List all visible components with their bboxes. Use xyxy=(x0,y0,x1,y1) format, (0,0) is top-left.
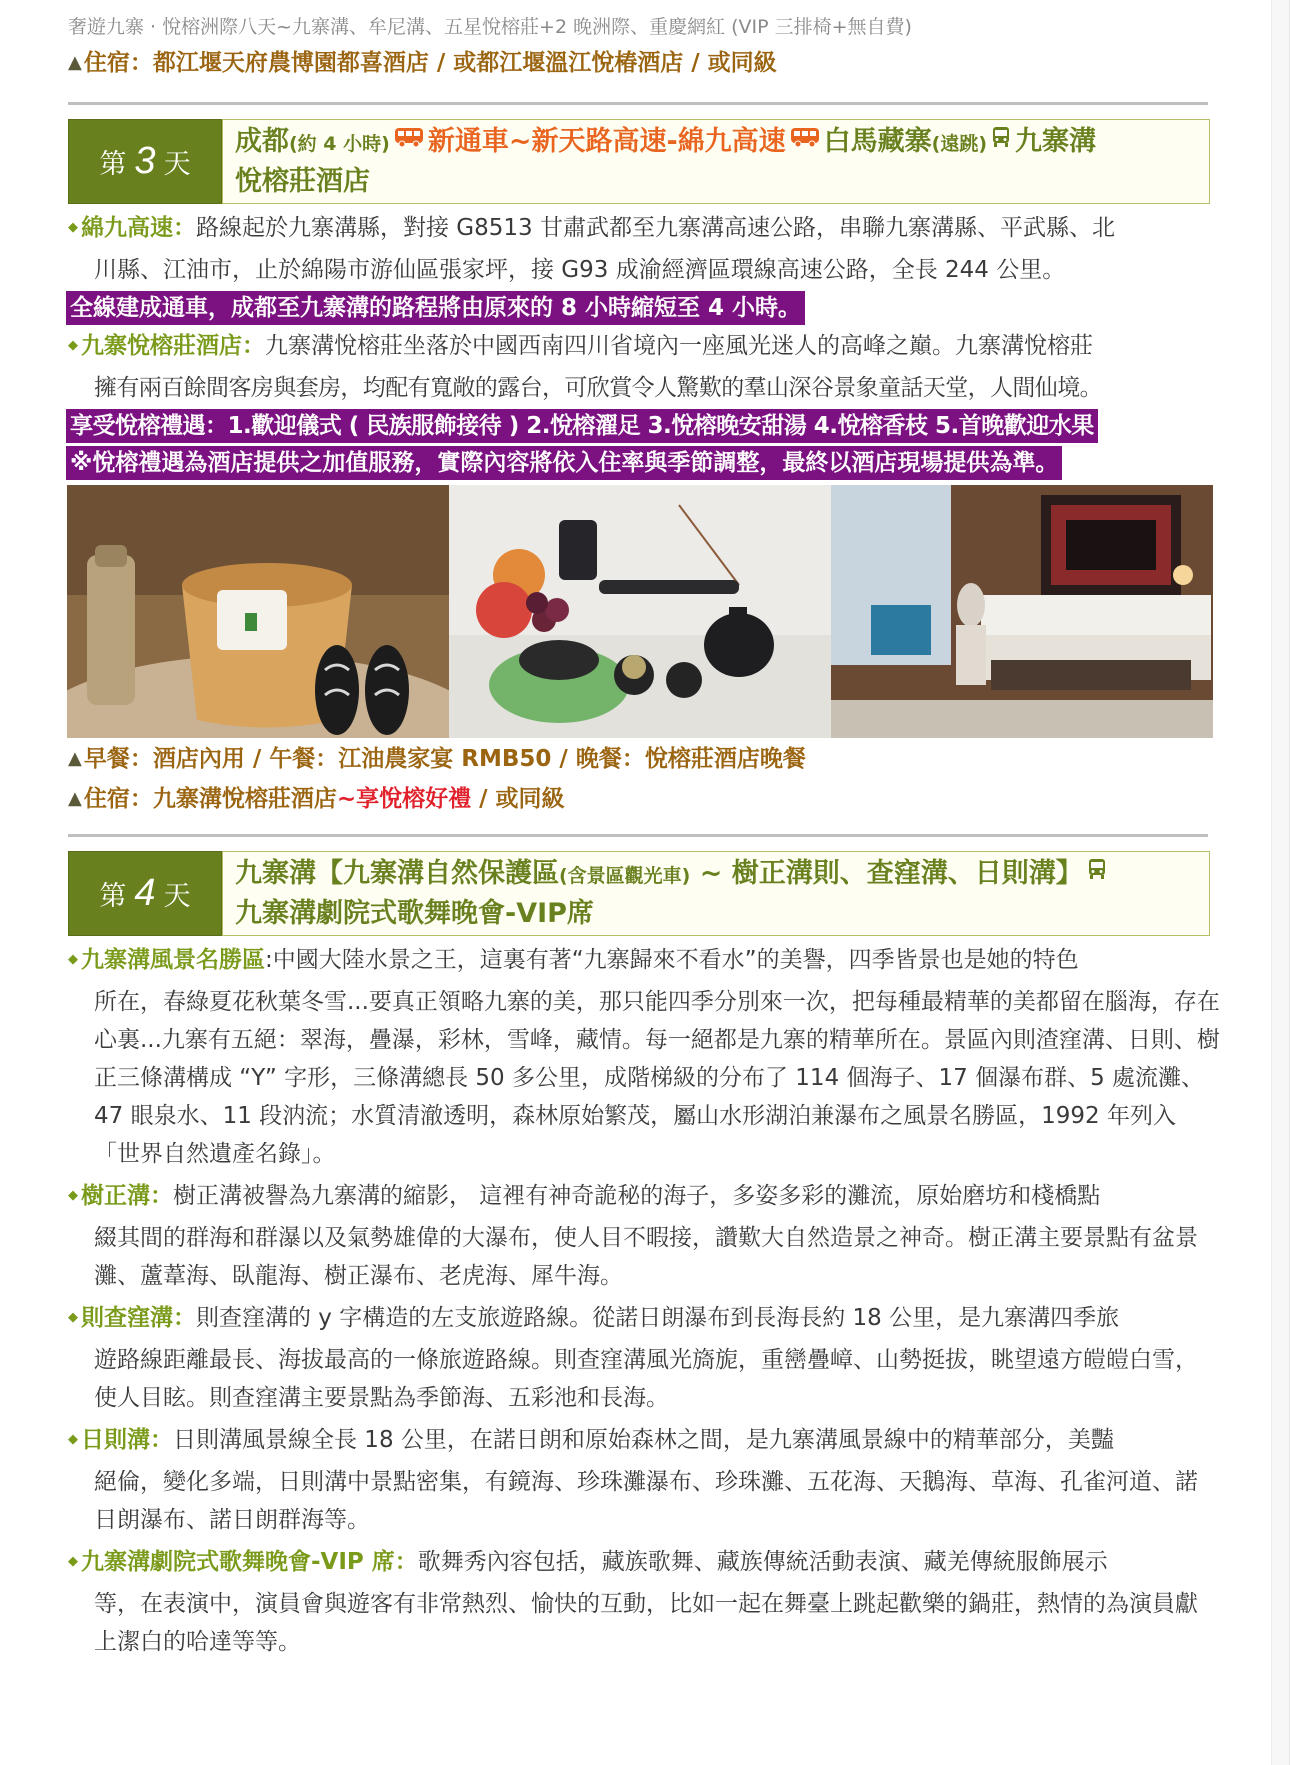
day-label-pre: 第 xyxy=(99,881,127,912)
day-3-meals xyxy=(68,740,1220,780)
section-divider xyxy=(68,102,1208,105)
day-label-post: 天 xyxy=(163,881,191,912)
paragraph-text: 絕倫，變化多端，日則溝中景點密集，有鏡海、珍珠灘瀑布、珍珠灘、五花海、天鵝海、草海、孔雀河道、諾日朗瀑布、諾日朗群海等。 xyxy=(94,1469,1198,1533)
hotel-room-photo xyxy=(831,485,1213,738)
section-divider xyxy=(68,834,1208,837)
paragraph-heading: 九寨溝劇院式歌舞晚會-VIP 席： xyxy=(81,1549,418,1575)
diamond-bullet-icon: ◆ xyxy=(68,220,78,235)
paragraph-heading: 綿九高速： xyxy=(81,215,196,241)
diamond-bullet-icon: ◆ xyxy=(68,1554,78,1569)
paragraph-text: :中國大陸水景之王，這裏有著“九寨歸來不看水”的美譽，四季皆景也是她的特色 xyxy=(265,947,1079,973)
diamond-bullet-icon: ◆ xyxy=(68,1188,78,1203)
paragraph-text: 所在，春綠夏花秋葉冬雪...要真正領略九寨的美，那只能四季分別來一次，把每種最精華的美都留在腦海，存在心裏...九寨有五絕：翠海，疊瀑，彩林，雪峰，藏情。每一絕都是九寨的精華所在。景區內則渣窪溝、日則、樹正三條溝構成 “Y” 字形，三條溝總長 50 多公里，成階梯級的分布了 114 個海子、17 個瀑布群、5 處流灘、47 眼泉水、11 段汭流；水質清澈透明，森林原始繁茂，屬山水形湖泊兼瀑布之風景名勝區，1992 年列入「世界自然遺產名錄」。 xyxy=(94,989,1220,1167)
paragraph-text: 歌舞秀內容包括，藏族歌舞、藏族傳統活動表演、藏羌傳統服飾展示 xyxy=(417,1549,1108,1575)
triangle-bullet-icon: ▲ xyxy=(68,52,82,73)
accommodation-text: 都江堰天府農博園都喜酒店 / 或都江堰溫江悅椿酒店 / 或同級 xyxy=(152,50,777,76)
paragraph-text: 樹正溝被譽為九寨溝的縮影， 這裡有神奇詭秘的海子，多姿多彩的灘流，原始磨坊和棧橋點 xyxy=(173,1183,1101,1209)
triangle-bullet-icon: ▲ xyxy=(68,788,82,809)
paragraph-text: 等，在表演中，演員會與遊客有非常熱烈、愉快的互動，比如一起在舞臺上跳起歡樂的鍋莊，熱情的為演員獻上潔白的哈達等等。 xyxy=(94,1591,1198,1655)
rize-description xyxy=(68,1421,1220,1539)
hotel-privileges-banner: 享受悅榕禮遇：1.歡迎儀式 ( 民族服飾接待 ) 2.悅榕濯足 3.悅榕晚安甜湯 4.悅榕香枝 5.首晚歡迎水果 xyxy=(66,409,1098,443)
paragraph-heading: 九寨悅榕莊酒店： xyxy=(81,333,265,359)
day-label-post: 天 xyxy=(163,149,191,180)
route-show: 九寨溝劇院式歌舞晚會-VIP席 xyxy=(235,898,594,929)
day-label-pre: 第 xyxy=(99,149,127,180)
jiuzhai-scenic-description xyxy=(68,941,1220,1173)
day-3-header xyxy=(68,119,1210,204)
tour-subtitle: 奢遊九寨 · 悅榕洲際八天~九寨溝、牟尼溝、五星悅榕莊+2 晚洲際、重慶網紅 (VIP 三排椅+無自費) xyxy=(68,16,912,38)
route-stop-note: (遠跳) xyxy=(931,133,988,155)
day-4-badge xyxy=(68,851,222,936)
photo-strip xyxy=(67,485,1213,738)
diamond-bullet-icon: ◆ xyxy=(68,1310,78,1325)
triangle-bullet-icon: ▲ xyxy=(68,748,82,769)
route-end: 九寨溝 xyxy=(1015,126,1097,157)
itinerary-content xyxy=(68,0,1220,1661)
day-3-title xyxy=(222,119,1210,204)
route-highway: 新通車~新天路高速-綿九高速 xyxy=(427,126,786,157)
bus-icon xyxy=(394,121,424,159)
route-attraction: 九寨溝【九寨溝自然保護區 xyxy=(235,858,559,889)
paragraph-text: 日則溝風景線全長 18 公里，在諾日朗和原始森林之間，是九寨溝風景線中的精華部分，美豔 xyxy=(173,1427,1114,1453)
route-valleys: ~ 樹正溝則、查窪溝、日則溝】 xyxy=(690,858,1083,889)
day-3-accommodation xyxy=(68,780,1220,820)
accommodation-prefix: 住宿： xyxy=(83,50,153,76)
paragraph-text: 九寨溝悅榕莊坐落於中國西南四川省境內一座風光迷人的高峰之巔。九寨溝悅榕莊 xyxy=(265,333,1093,359)
paragraph-text: 則查窪溝的 y 字構造的左支旅遊路線。從諾日朗瀑布到長海長約 18 公里，是九寨溝四季旅 xyxy=(196,1305,1120,1331)
route-start: 成都 xyxy=(235,126,289,157)
foot-bath-photo xyxy=(67,485,449,738)
paragraph-text: 擁有兩百餘間客房與套房，均配有寬敞的露台，可欣賞令人驚歎的羣山深谷景象童話天堂，人間仙境。 xyxy=(94,375,1103,401)
day-4-header xyxy=(68,851,1210,936)
zechawa-description xyxy=(68,1299,1220,1417)
paragraph-text: 川縣、江油市，止於綿陽市游仙區張家坪，接 G93 成渝經濟區環線高速公路，全長 244 公里。 xyxy=(94,257,1066,283)
route-duration: (約 4 小時) xyxy=(289,133,390,155)
route-note: (含景區觀光車) xyxy=(559,865,691,887)
day-number: 4 xyxy=(134,872,156,914)
diamond-bullet-icon: ◆ xyxy=(68,1432,78,1447)
paragraph-text: 遊路線距離最長、海拔最高的一條旅遊路線。則查窪溝風光旖旎，重巒疊嶂、山勢挺拔，眺望遠方皚皚白雪，使人目眩。則查窪溝主要景點為季節海、五彩池和長海。 xyxy=(94,1347,1198,1411)
paragraph-text: 綴其間的群海和群瀑以及氣勢雄偉的大瀑布，使人目不暇接，讚歎大自然造景之神奇。樹正溝主要景點有盆景灘、蘆葦海、臥龍海、樹正瀑布、老虎海、犀牛海。 xyxy=(94,1225,1198,1289)
paragraph-heading: 日則溝： xyxy=(81,1427,173,1453)
bus-icon xyxy=(790,121,820,159)
day-4-title xyxy=(222,851,1210,936)
paragraph-heading: 九寨溝風景名勝區 xyxy=(81,947,265,973)
highway-description xyxy=(68,209,1220,289)
diamond-bullet-icon: ◆ xyxy=(68,338,78,353)
shuzheng-description xyxy=(68,1177,1220,1295)
route-hotel: 悅榕莊酒店 xyxy=(235,166,370,197)
previous-day-accommodation xyxy=(68,44,1220,84)
accommodation-suffix: / 或同級 xyxy=(471,786,565,812)
hotel-description xyxy=(68,327,1220,407)
highlight-banner: 全線建成通車，成都至九寨溝的路程將由原來的 8 小時縮短至 4 小時。 xyxy=(66,291,805,325)
meals-text: 早餐：酒店內用 / 午餐：江油農家宴 RMB50 / 晚餐：悅榕莊酒店晚餐 xyxy=(83,746,806,772)
day-number: 3 xyxy=(134,140,156,182)
route-stop: 白馬藏寨 xyxy=(823,126,932,157)
paragraph-heading: 樹正溝： xyxy=(81,1183,173,1209)
paragraph-heading: 則查窪溝： xyxy=(81,1305,196,1331)
accommodation-text: 住宿：九寨溝悅榕莊酒店 xyxy=(83,786,337,812)
scrollbar-track[interactable] xyxy=(1271,0,1289,1765)
day-3-badge xyxy=(68,119,222,204)
coach-icon xyxy=(1087,853,1107,891)
fruit-tea-photo xyxy=(449,485,831,738)
privileges-disclaimer-banner: ※悅榕禮遇為酒店提供之加值服務，實際內容將依入住率與季節調整，最終以酒店現場提供為準。 xyxy=(66,446,1062,480)
show-description xyxy=(68,1543,1220,1661)
accommodation-highlight: ~享悅榕好禮 xyxy=(336,786,472,812)
paragraph-text: 路線起於九寨溝縣，對接 G8513 甘肅武都至九寨溝高速公路，串聯九寨溝縣、平武縣、北 xyxy=(196,215,1115,241)
coach-icon xyxy=(991,121,1011,159)
diamond-bullet-icon: ◆ xyxy=(68,952,78,967)
